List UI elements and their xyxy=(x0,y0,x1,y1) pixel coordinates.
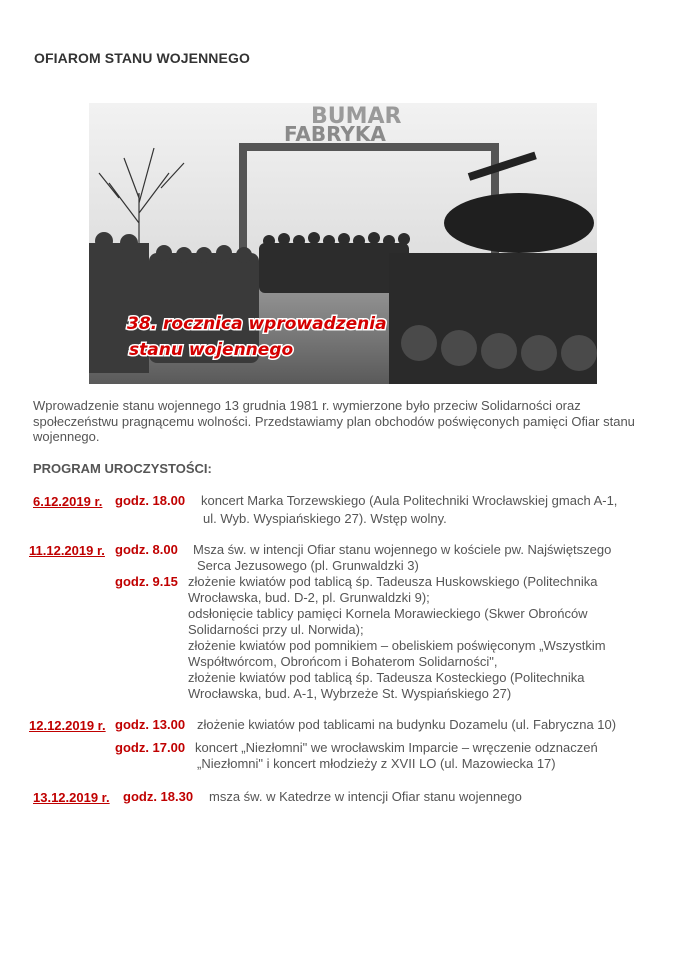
event-date: 11.12.2019 r. xyxy=(29,543,105,558)
event-text: odsłonięcie tablicy pamięci Kornela Morawieckiego (Skwer Obrońców xyxy=(188,606,588,621)
event-text: złożenie kwiatów pod tablicami na budynku Dozamelu (ul. Fabryczna 10) xyxy=(197,717,617,732)
intro-paragraph: Wprowadzenie stanu wojennego 13 grudnia 1981 r. wymierzone było przeciw Solidarności oraz społeczeństwu pragnącemu wolności. Przedstawiamy plan obchodów poświęconych pamięci Ofiar stanu wojennego. xyxy=(33,398,635,444)
event-text: Serca Jezusowego (pl. Grunwaldzki 3) xyxy=(197,558,419,573)
event-text: msza św. w Katedrze w intencji Ofiar stanu wojennego xyxy=(209,789,522,804)
event-4 xyxy=(33,789,110,807)
event-text: „Niezłomni" i koncert młodzieży z XVII LO (ul. Mazowiecka 17) xyxy=(197,756,556,771)
event-2 xyxy=(29,542,105,560)
event-text: Wrocławska, bud. A-1, Wybrzeże St. Wyspiańskiego 27) xyxy=(188,686,512,701)
event-text: koncert „Niezłomni" we wrocławskim Imparcie – wręczenie odznaczeń xyxy=(195,740,598,755)
event-time: godz. 17.00 xyxy=(115,740,186,755)
event-text: złożenie kwiatów pod tablicą śp. Tadeusza Huskowskiego (Politechnika xyxy=(188,574,598,589)
event-text: koncert Marka Torzewskiego (Aula Politechniki Wrocławskiej gmach A-1, xyxy=(201,493,618,508)
event-time: godz. 13.00 xyxy=(115,717,186,732)
event-time: godz. 8.00 xyxy=(115,542,178,557)
event-time: godz. 18.00 xyxy=(115,493,186,508)
poster-image xyxy=(89,103,597,384)
event-text: ul. Wyb. Wyspiańskiego 27). Wstęp wolny. xyxy=(203,511,447,526)
caption-line-2: stanu wojennego xyxy=(129,340,294,360)
caption-line-1: 38. rocznica wprowadzenia xyxy=(127,314,387,334)
event-text: Solidarności przy ul. Norwida); xyxy=(188,622,364,637)
event-text: Wrocławska, bud. D-2, pl. Grunwaldzki 9); xyxy=(188,590,430,605)
event-date: 6.12.2019 r. xyxy=(33,494,103,509)
event-text: złożenie kwiatów pod pomnikiem – obeliskiem poświęconym „Wszystkim xyxy=(188,638,606,653)
page-title: OFIAROM STANU WOJENNEGO xyxy=(34,50,250,66)
event-date: 13.12.2019 r. xyxy=(33,790,110,805)
event-date: 12.12.2019 r. xyxy=(29,718,106,733)
event-time: godz. 18.30 xyxy=(123,789,194,804)
sign-bottom-text: FABRYKA xyxy=(284,122,386,146)
event-1 xyxy=(33,493,102,511)
event-3 xyxy=(29,717,106,735)
event-time: godz. 9.15 xyxy=(115,574,178,589)
event-text: Msza św. w intencji Ofiar stanu wojennego w kościele pw. Najświętszego xyxy=(193,542,612,557)
poster-photo xyxy=(89,103,597,384)
event-text: Współtwórcom, Obrońcom i Bohaterom Solidarności", xyxy=(188,654,498,669)
event-text: złożenie kwiatów pod tablicą śp. Tadeusza Kosteckiego (Politechnika xyxy=(188,670,585,685)
program-heading: PROGRAM UROCZYSTOŚCI: xyxy=(33,461,212,476)
sign-top-text: BUMAR xyxy=(311,104,402,129)
